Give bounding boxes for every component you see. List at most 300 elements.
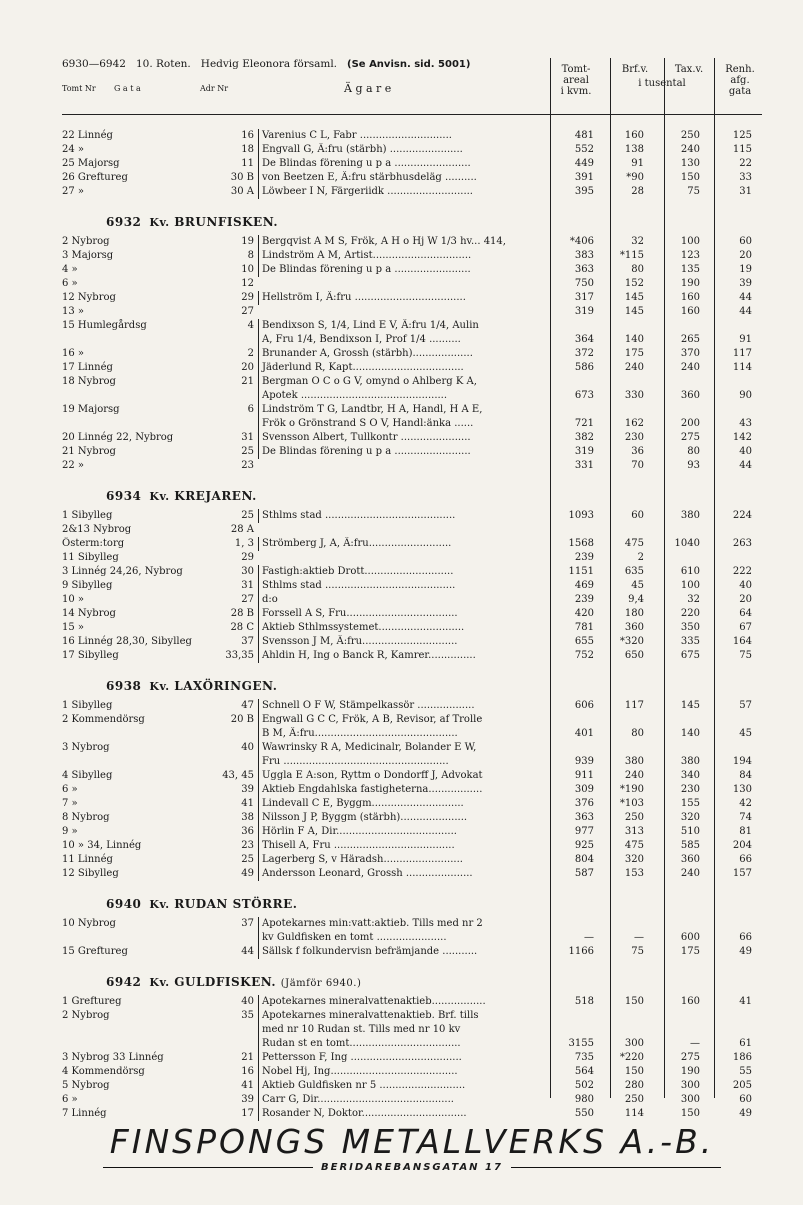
cell-brf: 28 bbox=[631, 186, 644, 197]
cell-renh: 55 bbox=[739, 1066, 752, 1077]
block-name: BRUNFISKEN. bbox=[174, 215, 279, 229]
cell-renh: 66 bbox=[739, 932, 752, 943]
table-row bbox=[62, 305, 762, 319]
block-heading bbox=[62, 489, 762, 503]
cell-street: 20 Linnég 22, Nybrog bbox=[62, 432, 174, 443]
cell-tax: 275 bbox=[680, 1052, 700, 1063]
table-row bbox=[62, 389, 762, 403]
cell-owner: Uggla E A:son, Ryttm o Dondorff J, Advokat bbox=[258, 769, 554, 783]
cell-adr-nr: 8 bbox=[247, 250, 254, 261]
block-heading bbox=[62, 975, 762, 989]
cell-renh: 222 bbox=[732, 566, 752, 577]
cell-brf: 80 bbox=[631, 264, 644, 275]
cell-area: *406 bbox=[569, 236, 594, 247]
cell-brf: 153 bbox=[624, 868, 644, 879]
cell-renh: 40 bbox=[739, 446, 752, 457]
header-title-line bbox=[62, 58, 470, 70]
cell-renh: 81 bbox=[739, 826, 752, 837]
cell-owner: d:o bbox=[258, 593, 554, 607]
cell-adr-nr: 47 bbox=[241, 700, 254, 711]
cell-brf: 150 bbox=[624, 996, 644, 1007]
cell-area: 420 bbox=[574, 608, 594, 619]
table-row bbox=[62, 607, 762, 621]
cell-owner: Lindström A M, Artist............................... bbox=[258, 249, 554, 263]
table-row bbox=[62, 185, 762, 199]
table-row bbox=[62, 867, 762, 881]
table-row bbox=[62, 945, 762, 959]
cell-adr-nr: 19 bbox=[241, 236, 254, 247]
cell-street: 6 » bbox=[62, 278, 78, 289]
cell-brf: *115 bbox=[619, 250, 644, 261]
table-row bbox=[62, 157, 762, 171]
table-row bbox=[62, 333, 762, 347]
cell-tax: 190 bbox=[680, 278, 700, 289]
cell-brf: 80 bbox=[631, 728, 644, 739]
cell-area: 239 bbox=[574, 552, 594, 563]
cell-street: 11 Sibylleg bbox=[62, 552, 119, 563]
block-name: KREJAREN. bbox=[174, 489, 257, 503]
table-row bbox=[62, 291, 762, 305]
cell-tax: 75 bbox=[687, 186, 700, 197]
cell-brf: 75 bbox=[631, 946, 644, 957]
header-col-tax: Tax.v. bbox=[674, 64, 704, 75]
cell-renh: 164 bbox=[732, 636, 752, 647]
cell-renh: 157 bbox=[732, 868, 752, 879]
cell-street: 22 Linnég bbox=[62, 130, 113, 141]
cell-adr-nr: 4 bbox=[247, 320, 254, 331]
cell-street: 11 Linnég bbox=[62, 854, 113, 865]
table-row bbox=[62, 277, 762, 291]
cell-street: 10 » bbox=[62, 594, 85, 605]
cell-street: 4 Sibylleg bbox=[62, 770, 113, 781]
cell-tax: 140 bbox=[680, 728, 700, 739]
cell-renh: 125 bbox=[732, 130, 752, 141]
cell-adr-nr: 18 bbox=[241, 144, 254, 155]
cell-adr-nr: 6 bbox=[247, 404, 254, 415]
cell-area: 502 bbox=[574, 1080, 594, 1091]
cell-renh: 41 bbox=[739, 996, 752, 1007]
cell-owner: von Beetzen E, Ä:fru stärbhusdeläg .......... bbox=[258, 171, 554, 185]
cell-area: 750 bbox=[574, 278, 594, 289]
cell-street: 9 » bbox=[62, 826, 78, 837]
table-row bbox=[62, 727, 762, 741]
cell-renh: 130 bbox=[732, 784, 752, 795]
cell-adr-nr: 40 bbox=[241, 996, 254, 1007]
table-row bbox=[62, 551, 762, 565]
cell-street: 3 Majorsg bbox=[62, 250, 114, 261]
cell-adr-nr: 40 bbox=[241, 742, 254, 753]
cell-renh: 49 bbox=[739, 1108, 752, 1119]
cell-area: 911 bbox=[574, 770, 594, 781]
cell-brf: 380 bbox=[624, 756, 644, 767]
cell-owner: Bergqvist A M S, Frök, A H o Hj W 1/3 hv... 414, bbox=[258, 235, 554, 249]
table-row bbox=[62, 319, 762, 333]
cell-owner: Thisell A, Fru ...................................... bbox=[258, 839, 554, 853]
directory-rows bbox=[62, 115, 762, 1121]
cell-street: 6 » bbox=[62, 1094, 78, 1105]
cell-owner: Bendixson S, 1/4, Lind E V, Ä:fru 1/4, Aulin bbox=[258, 319, 554, 333]
cell-area: 376 bbox=[574, 798, 594, 809]
table-row bbox=[62, 995, 762, 1009]
cell-street: 1 Sibylleg bbox=[62, 700, 113, 711]
cell-tax: 145 bbox=[680, 700, 700, 711]
cell-brf: 280 bbox=[624, 1080, 644, 1091]
cell-brf: 650 bbox=[624, 650, 644, 661]
cell-adr-nr: 17 bbox=[241, 1108, 254, 1119]
cell-area: 939 bbox=[574, 756, 594, 767]
cell-tax: 175 bbox=[680, 946, 700, 957]
cell-area: 804 bbox=[574, 854, 594, 865]
cell-street: 22 » bbox=[62, 460, 85, 471]
block-number: 6942 bbox=[106, 975, 142, 989]
header-see-note: (Se Anvisn. sid. 5001) bbox=[347, 59, 471, 70]
cell-renh: 91 bbox=[739, 334, 752, 345]
directory-page bbox=[62, 58, 762, 1121]
table-row bbox=[62, 649, 762, 663]
cell-renh: 74 bbox=[739, 812, 752, 823]
cell-adr-nr: 21 bbox=[241, 376, 254, 387]
block-heading bbox=[62, 897, 762, 911]
cell-tax: 360 bbox=[680, 390, 700, 401]
cell-renh: 67 bbox=[739, 622, 752, 633]
header-agare: Ä g a r e bbox=[344, 82, 392, 95]
cell-brf: *103 bbox=[619, 798, 644, 809]
table-row bbox=[62, 1023, 762, 1037]
cell-tax: 123 bbox=[680, 250, 700, 261]
cell-adr-nr: 28 B bbox=[230, 608, 254, 619]
cell-brf: *190 bbox=[619, 784, 644, 795]
cell-brf: 635 bbox=[624, 566, 644, 577]
cell-renh: 44 bbox=[739, 292, 752, 303]
cell-area: 319 bbox=[574, 446, 594, 457]
cell-renh: 205 bbox=[732, 1080, 752, 1091]
cell-renh: 204 bbox=[732, 840, 752, 851]
cell-tax: 150 bbox=[680, 1108, 700, 1119]
cell-tax: 130 bbox=[680, 158, 700, 169]
cell-tax: 370 bbox=[680, 348, 700, 359]
cell-brf: 160 bbox=[624, 130, 644, 141]
cell-adr-nr: 27 bbox=[241, 594, 254, 605]
cell-tax: 160 bbox=[680, 292, 700, 303]
cell-street: 4 Kommendörsg bbox=[62, 1066, 145, 1077]
cell-brf: 70 bbox=[631, 460, 644, 471]
cell-area: 980 bbox=[574, 1094, 594, 1105]
cell-owner: Bergman O C o G V, omynd o Ahlberg K A, bbox=[258, 375, 554, 389]
cell-brf: 250 bbox=[624, 812, 644, 823]
cell-tax: 150 bbox=[680, 172, 700, 183]
cell-owner: Rosander N, Doktor................................. bbox=[258, 1107, 554, 1121]
cell-tax: 610 bbox=[680, 566, 700, 577]
cell-adr-nr: 23 bbox=[241, 460, 254, 471]
cell-tax: 93 bbox=[687, 460, 700, 471]
cell-street: 3 Nybrog 33 Linnég bbox=[62, 1052, 164, 1063]
header-adr-nr: Adr Nr bbox=[200, 84, 229, 93]
cell-renh: 90 bbox=[739, 390, 752, 401]
cell-adr-nr: 20 B bbox=[230, 714, 254, 725]
cell-tax: 600 bbox=[680, 932, 700, 943]
cell-adr-nr: 16 bbox=[241, 130, 254, 141]
cell-brf: 180 bbox=[624, 608, 644, 619]
page-header bbox=[62, 58, 762, 115]
cell-area: 317 bbox=[574, 292, 594, 303]
cell-renh: 60 bbox=[739, 1094, 752, 1105]
cell-area: 655 bbox=[574, 636, 594, 647]
cell-adr-nr: 33,35 bbox=[225, 650, 254, 661]
cell-adr-nr: 25 bbox=[241, 854, 254, 865]
block-name: GULDFISKEN. bbox=[174, 975, 277, 989]
cell-street: 2&13 Nybrog bbox=[62, 524, 132, 535]
header-range: 6930—6942 bbox=[62, 58, 126, 70]
cell-brf: 230 bbox=[624, 432, 644, 443]
cell-brf: 145 bbox=[624, 292, 644, 303]
cell-renh: 186 bbox=[732, 1052, 752, 1063]
table-row bbox=[62, 431, 762, 445]
cell-street: 25 Majorsg bbox=[62, 158, 120, 169]
cell-street: 1 Greftureg bbox=[62, 996, 122, 1007]
cell-area: 518 bbox=[574, 996, 594, 1007]
cell-renh: 31 bbox=[739, 186, 752, 197]
cell-owner: Aktieb Sthlmssystemet........................... bbox=[258, 621, 554, 635]
cell-area: 401 bbox=[574, 728, 594, 739]
cell-brf: 150 bbox=[624, 1066, 644, 1077]
cell-owner: Sthlms stad ......................................... bbox=[258, 509, 554, 523]
table-row bbox=[62, 797, 762, 811]
cell-adr-nr: 30 B bbox=[230, 172, 254, 183]
cell-renh: 117 bbox=[732, 348, 752, 359]
cell-owner: Fru .................................................... bbox=[258, 755, 554, 769]
cell-adr-nr: 23 bbox=[241, 840, 254, 851]
cell-tax: 240 bbox=[680, 362, 700, 373]
cell-renh: 49 bbox=[739, 946, 752, 957]
cell-renh: 66 bbox=[739, 854, 752, 865]
cell-street: 16 Linnég 28,30, Sibylleg bbox=[62, 636, 192, 647]
block-number: 6940 bbox=[106, 897, 142, 911]
cell-owner: Löwbeer I N, Färgeriidk ........................... bbox=[258, 185, 554, 199]
cell-area: 309 bbox=[574, 784, 594, 795]
cell-brf: 36 bbox=[631, 446, 644, 457]
table-row bbox=[62, 347, 762, 361]
table-row bbox=[62, 361, 762, 375]
cell-area: — bbox=[584, 932, 594, 943]
cell-adr-nr: 39 bbox=[241, 784, 254, 795]
block-number: 6938 bbox=[106, 679, 142, 693]
table-row bbox=[62, 1093, 762, 1107]
cell-owner: kv Guldfisken en tomt ...................... bbox=[258, 931, 554, 945]
table-row bbox=[62, 699, 762, 713]
cell-adr-nr: 37 bbox=[241, 636, 254, 647]
cell-renh: 64 bbox=[739, 608, 752, 619]
cell-tax: 100 bbox=[680, 236, 700, 247]
advertisement bbox=[62, 1124, 762, 1173]
cell-tax: 250 bbox=[680, 130, 700, 141]
cell-owner: Aktieb Guldfisken nr 5 ........................... bbox=[258, 1079, 554, 1093]
table-row bbox=[62, 853, 762, 867]
table-row bbox=[62, 931, 762, 945]
cell-adr-nr: 25 bbox=[241, 510, 254, 521]
cell-tax: 200 bbox=[680, 418, 700, 429]
cell-renh: 224 bbox=[732, 510, 752, 521]
cell-renh: 57 bbox=[739, 700, 752, 711]
cell-owner: Rudan st en tomt................................... bbox=[258, 1037, 554, 1051]
cell-tax: 1040 bbox=[674, 538, 700, 549]
cell-brf: *90 bbox=[626, 172, 644, 183]
cell-street: 18 Nybrog bbox=[62, 376, 116, 387]
cell-renh: 45 bbox=[739, 728, 752, 739]
cell-tax: 100 bbox=[680, 580, 700, 591]
cell-street: 19 Majorsg bbox=[62, 404, 120, 415]
cell-renh: 75 bbox=[739, 650, 752, 661]
cell-renh: 142 bbox=[732, 432, 752, 443]
cell-area: 735 bbox=[574, 1052, 594, 1063]
cell-renh: 194 bbox=[732, 756, 752, 767]
cell-street: Österm:torg bbox=[62, 538, 125, 549]
block-name: RUDAN STÖRRE. bbox=[174, 897, 298, 911]
cell-owner: De Blindas förening u p a ........................ bbox=[258, 263, 554, 277]
cell-adr-nr: 30 bbox=[241, 566, 254, 577]
table-row bbox=[62, 1107, 762, 1121]
table-row bbox=[62, 235, 762, 249]
cell-adr-nr: 35 bbox=[241, 1010, 254, 1021]
header-parish: Hedvig Eleonora församl. bbox=[200, 58, 338, 70]
cell-brf: 175 bbox=[624, 348, 644, 359]
header-gata: G a t a bbox=[114, 84, 141, 93]
table-row bbox=[62, 635, 762, 649]
cell-owner: Forssell A S, Fru................................... bbox=[258, 607, 554, 621]
table-row bbox=[62, 1051, 762, 1065]
table-row bbox=[62, 783, 762, 797]
table-row bbox=[62, 621, 762, 635]
cell-area: 752 bbox=[574, 650, 594, 661]
cell-owner: Svensson J M, Ä:fru.............................. bbox=[258, 635, 554, 649]
cell-adr-nr: 37 bbox=[241, 918, 254, 929]
block-heading bbox=[62, 215, 762, 229]
cell-adr-nr: 29 bbox=[241, 292, 254, 303]
cell-owner: Lindström T G, Landtbr, H A, Handl, H A E, bbox=[258, 403, 554, 417]
cell-area: 606 bbox=[574, 700, 594, 711]
block-kv: Kv. bbox=[149, 976, 170, 989]
cell-brf: — bbox=[634, 932, 644, 943]
cell-adr-nr: 1, 3 bbox=[234, 538, 254, 549]
cell-owner: Carr G, Dir........................................... bbox=[258, 1093, 554, 1107]
cell-area: 721 bbox=[574, 418, 594, 429]
cell-brf: 162 bbox=[624, 418, 644, 429]
header-tomt-nr: Tomt Nr bbox=[62, 84, 96, 93]
cell-renh: 114 bbox=[732, 362, 752, 373]
table-row bbox=[62, 1009, 762, 1023]
cell-brf: 300 bbox=[624, 1038, 644, 1049]
table-row bbox=[62, 713, 762, 727]
cell-adr-nr: 21 bbox=[241, 1052, 254, 1063]
cell-area: 1093 bbox=[568, 510, 594, 521]
cell-tax: 585 bbox=[680, 840, 700, 851]
cell-area: 1151 bbox=[568, 566, 594, 577]
cell-adr-nr: 28 A bbox=[230, 524, 254, 535]
table-row bbox=[62, 249, 762, 263]
cell-area: 372 bbox=[574, 348, 594, 359]
cell-owner: Lindevall C E, Byggm............................. bbox=[258, 797, 554, 811]
cell-street: 7 Linnég bbox=[62, 1108, 107, 1119]
cell-owner: Strömberg J, A, Ä:fru.......................... bbox=[258, 537, 554, 551]
cell-street: 6 » bbox=[62, 784, 78, 795]
cell-renh: 84 bbox=[739, 770, 752, 781]
cell-street: 27 » bbox=[62, 186, 85, 197]
cell-area: 364 bbox=[574, 334, 594, 345]
cell-area: 586 bbox=[574, 362, 594, 373]
cell-renh: 40 bbox=[739, 580, 752, 591]
cell-tax: 80 bbox=[687, 446, 700, 457]
cell-area: 564 bbox=[574, 1066, 594, 1077]
cell-tax: 160 bbox=[680, 996, 700, 1007]
block-number: 6932 bbox=[106, 215, 142, 229]
cell-street: 5 Nybrog bbox=[62, 1080, 110, 1091]
cell-area: 673 bbox=[574, 390, 594, 401]
header-col-brf: Brf.v. bbox=[621, 64, 649, 75]
cell-adr-nr: 41 bbox=[241, 1080, 254, 1091]
cell-brf: 145 bbox=[624, 306, 644, 317]
cell-renh: 263 bbox=[732, 538, 752, 549]
cell-tax: 300 bbox=[680, 1094, 700, 1105]
cell-owner: Pettersson F, Ing ................................... bbox=[258, 1051, 554, 1065]
cell-owner: Lagerberg S, v Häradsh......................... bbox=[258, 853, 554, 867]
block-kv: Kv. bbox=[149, 898, 170, 911]
cell-tax: 32 bbox=[687, 594, 700, 605]
block-kv: Kv. bbox=[149, 490, 170, 503]
cell-owner: Frök o Grönstrand S O V, Handl:änka ...... bbox=[258, 417, 554, 431]
cell-brf: 117 bbox=[624, 700, 644, 711]
cell-street: 3 Nybrog bbox=[62, 742, 110, 753]
cell-tax: 510 bbox=[680, 826, 700, 837]
cell-owner: Nilsson J P, Byggm (stärbh)..................... bbox=[258, 811, 554, 825]
cell-owner: Hellström I, Ä:fru ................................... bbox=[258, 291, 554, 305]
cell-owner: Aktieb Engdahlska fastigheterna................. bbox=[258, 783, 554, 797]
cell-adr-nr: 49 bbox=[241, 868, 254, 879]
cell-owner: Jäderlund R, Kapt................................... bbox=[258, 361, 554, 375]
ad-address: BERIDAREBANSGATAN 17 bbox=[62, 1162, 762, 1173]
cell-area: 319 bbox=[574, 306, 594, 317]
cell-owner: Ahldin H, Ing o Banck R, Kamrer............... bbox=[258, 649, 554, 663]
cell-adr-nr: 38 bbox=[241, 812, 254, 823]
cell-renh: 19 bbox=[739, 264, 752, 275]
cell-brf: 240 bbox=[624, 362, 644, 373]
table-row bbox=[62, 459, 762, 473]
block-number: 6934 bbox=[106, 489, 142, 503]
cell-area: 469 bbox=[574, 580, 594, 591]
cell-tax: 135 bbox=[680, 264, 700, 275]
block-name: LAXÖRINGEN. bbox=[174, 679, 278, 693]
cell-area: 239 bbox=[574, 594, 594, 605]
cell-area: 383 bbox=[574, 250, 594, 261]
cell-area: 481 bbox=[574, 130, 594, 141]
table-row bbox=[62, 523, 762, 537]
cell-brf: 320 bbox=[624, 854, 644, 865]
cell-adr-nr: 16 bbox=[241, 1066, 254, 1077]
table-row bbox=[62, 565, 762, 579]
cell-owner: Brunander A, Grossh (stärbh)................... bbox=[258, 347, 554, 361]
cell-area: 363 bbox=[574, 812, 594, 823]
table-row bbox=[62, 593, 762, 607]
cell-brf: 475 bbox=[624, 840, 644, 851]
cell-tax: 275 bbox=[680, 432, 700, 443]
cell-street: 8 Nybrog bbox=[62, 812, 110, 823]
cell-renh: 44 bbox=[739, 460, 752, 471]
cell-street: 13 » bbox=[62, 306, 85, 317]
block-kv: Kv. bbox=[149, 680, 170, 693]
cell-area: 552 bbox=[574, 144, 594, 155]
cell-owner: De Blindas förening u p a ........................ bbox=[258, 445, 554, 459]
cell-adr-nr: 39 bbox=[241, 1094, 254, 1105]
cell-owner: Schnell O F W, Stämpelkassör .................. bbox=[258, 699, 554, 713]
cell-brf: 313 bbox=[624, 826, 644, 837]
